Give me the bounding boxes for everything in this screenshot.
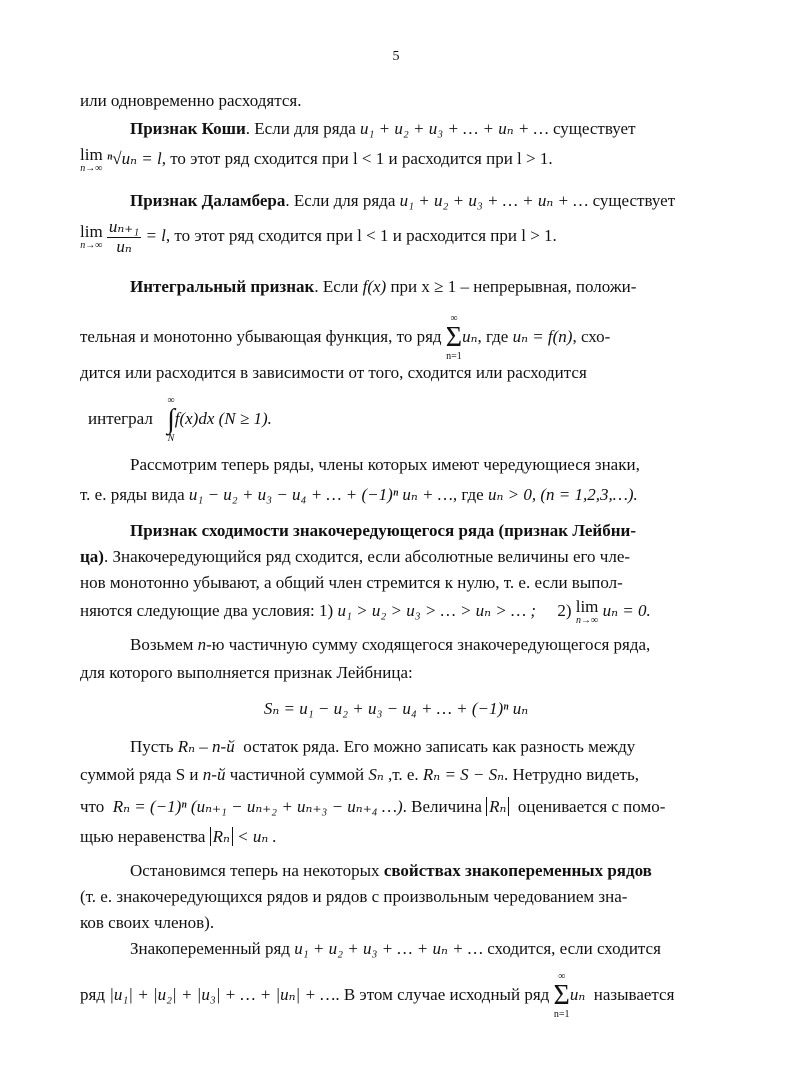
sum-operator bbox=[554, 972, 570, 1020]
text-span: при x ≥ 1 – непрерывная, положи- bbox=[386, 277, 637, 296]
text-line bbox=[80, 912, 214, 933]
text-span: . Если для ряда bbox=[285, 191, 400, 210]
text-span: оценивается с помо- bbox=[509, 797, 666, 816]
leibniz-title-line bbox=[130, 520, 636, 541]
text-span: 2) bbox=[536, 600, 576, 620]
text-span: . Если для ряда bbox=[245, 119, 361, 138]
lim-sub: n→∞ bbox=[80, 163, 103, 174]
text-span: остаток ряда. Его можно записать как разность между bbox=[234, 737, 636, 756]
text-span: интеграл bbox=[88, 408, 153, 428]
int-lower: N bbox=[167, 433, 175, 444]
lim-sub: n→∞ bbox=[576, 615, 599, 626]
text-span: ,т. е. bbox=[383, 765, 423, 784]
series-formula: u₁ + u₂ + u₃ + … + uₙ + … bbox=[360, 119, 549, 138]
ratio-fraction bbox=[107, 218, 141, 256]
text-span: , где bbox=[477, 326, 513, 346]
cauchy-line-2 bbox=[80, 146, 553, 174]
text-span: Знакопеременный ряд bbox=[130, 939, 295, 958]
text-line bbox=[80, 546, 630, 567]
text-line bbox=[80, 972, 674, 1020]
text-span: n-й bbox=[212, 737, 235, 756]
fraction-numerator: uₙ₊₁ bbox=[108, 217, 140, 236]
text-span: Пусть bbox=[130, 737, 178, 756]
abs-series-formula: |u₁| + |u₂| + |u₃| + … + |uₙ| + … bbox=[109, 984, 336, 1004]
int-upper: ∞ bbox=[167, 395, 175, 406]
text-span: нов монотонно убывают, а общий член стремится к нулю, т. е. если выпол- bbox=[80, 573, 623, 592]
fraction-eq: = l bbox=[141, 226, 166, 246]
lim-word: lim bbox=[80, 222, 103, 242]
text-span: или одновременно расходятся. bbox=[80, 91, 302, 110]
integral-symbol: ∫ bbox=[167, 404, 175, 435]
text-span: ков своих членов). bbox=[80, 913, 215, 932]
text-span: n-й bbox=[202, 765, 226, 784]
properties-title: свойствах знакопеременных рядов bbox=[383, 861, 652, 880]
remainder-formula: Rₙ = S − Sₙ bbox=[422, 765, 505, 784]
integral-fx: f(x) bbox=[362, 277, 387, 296]
lim-word: lim bbox=[575, 597, 599, 616]
text-span: няются следующие два условия: 1) bbox=[80, 600, 338, 620]
partial-sum-formula-line bbox=[0, 698, 792, 719]
text-line bbox=[130, 860, 652, 881]
text-line bbox=[80, 90, 301, 111]
text-span: . Величина bbox=[402, 797, 487, 816]
un-definition: uₙ = f(n) bbox=[512, 326, 573, 346]
text-line bbox=[130, 454, 640, 475]
series-formula: u₁ + u₂ + u₃ + … + uₙ + … bbox=[399, 191, 589, 210]
text-span: -ю частичную сумму сходящегося знакочередующегося ряда, bbox=[206, 635, 651, 654]
lim-sub: n→∞ bbox=[80, 240, 103, 252]
remainder-abs: Rₙ bbox=[486, 797, 509, 816]
integral-line-3 bbox=[80, 362, 587, 383]
sigma-symbol: Σ bbox=[445, 322, 463, 353]
text-line bbox=[130, 938, 661, 959]
text-span: Rₙ bbox=[177, 737, 196, 756]
text-span: (т. е. знакочередующихся рядов и рядов с произвольным чередованием зна- bbox=[80, 887, 628, 906]
dalembert-title: Признак Даламбера bbox=[130, 191, 286, 210]
fraction-denominator: uₙ bbox=[116, 236, 132, 256]
text-span: дится или расходится в зависимости от того, сходится или расходится bbox=[80, 363, 587, 382]
text-span: Sₙ bbox=[368, 765, 384, 784]
text-span: Остановимся теперь на некоторых bbox=[130, 861, 384, 880]
sum-upper: ∞ bbox=[450, 313, 458, 324]
text-line bbox=[80, 572, 623, 593]
text-span: щью неравенства bbox=[80, 827, 210, 846]
text-line bbox=[130, 736, 635, 757]
text-span: . В этом случае исходный ряд bbox=[335, 984, 554, 1004]
sum-lower: n=1 bbox=[553, 1009, 570, 1020]
remainder-expansion: Rₙ = (−1)ⁿ (uₙ₊₁ − uₙ₊₂ + uₙ₊₃ − uₙ₊₄ …) bbox=[112, 797, 403, 816]
text-span: Рассмотрим теперь ряды, члены которых имеют чередующиеся знаки, bbox=[130, 455, 640, 474]
integral-title: Интегральный признак bbox=[130, 277, 315, 296]
text-line bbox=[80, 886, 627, 907]
dalembert-line-1 bbox=[130, 190, 675, 211]
cauchy-title: Признак Коши bbox=[130, 119, 246, 138]
text-span: т. е. ряды вида bbox=[80, 485, 189, 504]
partial-sum-formula: Sₙ = u₁ − u₂ + u₃ − u₄ + … + (−1)ⁿ uₙ bbox=[263, 699, 529, 718]
text-line bbox=[80, 764, 639, 785]
remainder-abs: Rₙ bbox=[210, 827, 233, 846]
sum-upper: ∞ bbox=[558, 971, 566, 982]
sum-term: uₙ bbox=[569, 984, 586, 1004]
text-line bbox=[80, 796, 665, 817]
series-formula: u₁ + u₂ + u₃ + … + uₙ + … bbox=[294, 939, 483, 958]
text-span: сходится, если сходится bbox=[482, 939, 661, 958]
text-span: Возьмем bbox=[130, 635, 198, 654]
text-span: частичной суммой bbox=[225, 765, 369, 784]
alt-condition: uₙ > 0, (n = 1,2,3,…). bbox=[487, 485, 638, 504]
cauchy-formula: ⁿ√uₙ = l bbox=[106, 148, 162, 168]
text-line bbox=[80, 598, 651, 626]
lim-word: lim bbox=[80, 145, 103, 164]
remainder-inequality: < uₙ . bbox=[232, 827, 277, 846]
alt-series-formula: u₁ − u₂ + u₃ − u₄ + … + (−1)ⁿ uₙ + … bbox=[188, 485, 453, 504]
text-span: n bbox=[197, 635, 207, 654]
leibniz-title-end: ца) bbox=[80, 547, 104, 566]
integral-line-2 bbox=[80, 314, 610, 362]
integral-line-4 bbox=[88, 396, 272, 444]
limit-operator bbox=[80, 146, 103, 174]
leibniz-title: Признак сходимости знакочередующегося ряда (признак Лейбни- bbox=[130, 521, 636, 540]
text-span: . Знакочередующийся ряд сходится, если абсолютные величины его чле- bbox=[103, 547, 631, 566]
dalembert-line-2 bbox=[80, 218, 557, 256]
text-line bbox=[80, 484, 638, 505]
text-span: суммой ряда S и bbox=[80, 765, 203, 784]
limit-operator bbox=[80, 223, 103, 251]
sum-operator bbox=[446, 314, 462, 362]
integral-formula: f(x)dx (N ≥ 1). bbox=[174, 408, 272, 428]
integral-operator bbox=[167, 396, 175, 444]
text-span: , то этот ряд сходится при l < 1 и расходится при l > 1. bbox=[165, 226, 557, 246]
text-span: для которого выполняется признак Лейбница: bbox=[80, 663, 413, 682]
page-number: 5 bbox=[392, 49, 400, 64]
text-line bbox=[130, 634, 650, 655]
leibniz-condition-2: uₙ = 0. bbox=[602, 600, 651, 620]
leibniz-condition-1: u₁ > u₂ > u₃ > … > uₙ > … ; bbox=[337, 600, 537, 620]
text-span: ряд bbox=[80, 984, 110, 1004]
text-line bbox=[80, 662, 413, 683]
text-span: существует bbox=[592, 191, 676, 210]
text-span: , схо- bbox=[572, 326, 611, 346]
text-span: существует bbox=[548, 119, 636, 138]
text-span: , то этот ряд сходится при l < 1 и расходится при l > 1. bbox=[161, 148, 553, 168]
text-span: , где bbox=[452, 485, 488, 504]
integral-line-1 bbox=[130, 276, 636, 297]
cauchy-line-1 bbox=[130, 118, 636, 139]
limit-operator bbox=[576, 598, 599, 626]
sum-lower: n=1 bbox=[446, 351, 462, 362]
sigma-symbol: Σ bbox=[553, 980, 570, 1011]
text-span: . Если bbox=[314, 277, 363, 296]
text-span: тельная и монотонно убывающая функция, то ряд bbox=[80, 326, 446, 346]
text-span: . Нетрудно видеть, bbox=[504, 765, 639, 784]
text-line bbox=[80, 826, 277, 847]
sum-term: uₙ bbox=[462, 326, 478, 346]
text-span: – bbox=[195, 737, 213, 756]
text-span: что bbox=[80, 797, 113, 816]
text-span: называется bbox=[585, 984, 675, 1004]
